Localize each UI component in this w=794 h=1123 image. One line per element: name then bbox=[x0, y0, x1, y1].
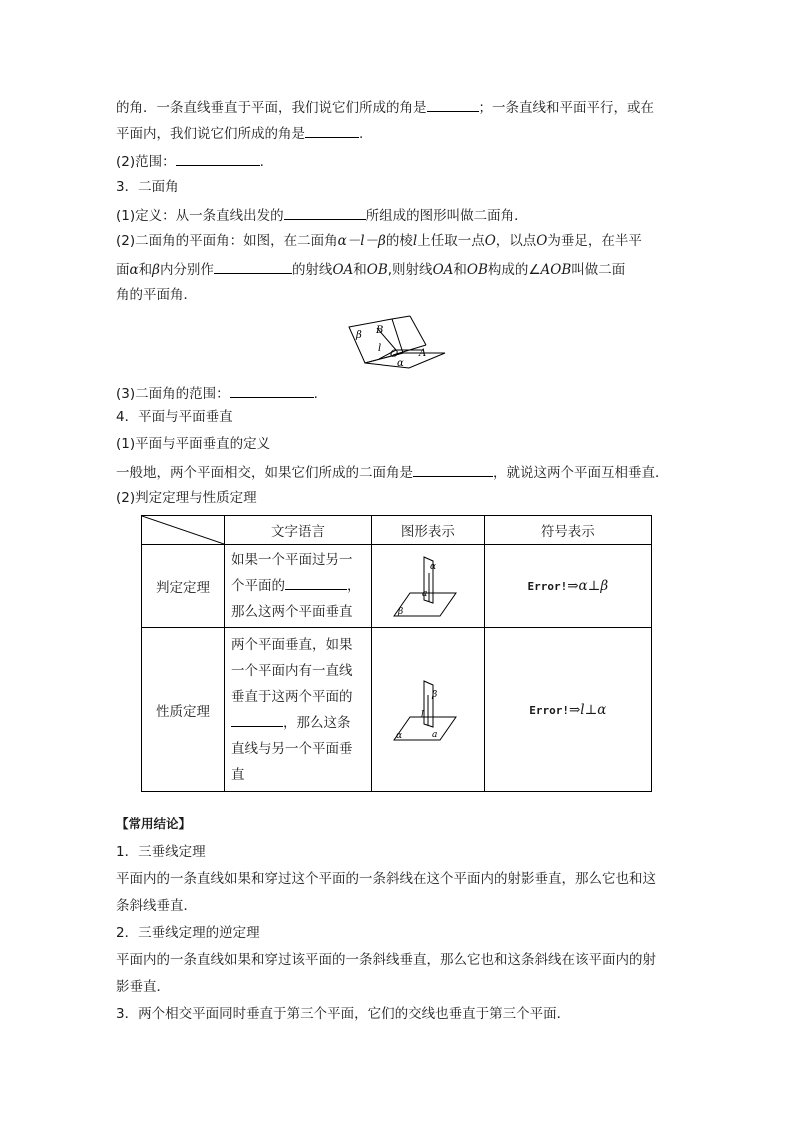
text: ，就说这两个平面互相垂直． bbox=[493, 465, 669, 481]
criterion-figure-cell bbox=[372, 545, 485, 628]
text: 所组成的图形叫做二面角． bbox=[365, 208, 528, 224]
text: 叫做二面 bbox=[571, 262, 626, 278]
para-line-2 bbox=[116, 122, 363, 144]
math-var: l bbox=[412, 233, 418, 249]
section-heading-3: 3．二面角 bbox=[116, 179, 179, 195]
criterion-symbol-cell bbox=[484, 545, 651, 628]
theorem-table bbox=[141, 515, 652, 792]
text: (1)定义：从一条直线出发的 bbox=[116, 208, 284, 224]
plane-angle-line-2 bbox=[116, 258, 625, 280]
text: 个平面的 bbox=[231, 578, 285, 594]
range-line-2 bbox=[116, 382, 318, 404]
text: 构成的∠ bbox=[487, 262, 541, 278]
math-var: OA bbox=[432, 262, 454, 278]
answer-blank[interactable] bbox=[230, 382, 314, 398]
text: ；一条直线和平面平行，或在 bbox=[478, 100, 654, 116]
header-symbol: 符号表示 bbox=[484, 516, 651, 545]
label-beta: β bbox=[431, 689, 438, 700]
conclusion-2-text-2: 影垂直． bbox=[116, 979, 170, 995]
math-var: β bbox=[152, 262, 160, 278]
label-beta: β bbox=[356, 330, 362, 341]
property-figure-cell bbox=[372, 628, 485, 792]
label-l: l bbox=[378, 343, 382, 354]
label-l: l bbox=[420, 709, 424, 720]
text: 的棱 bbox=[385, 233, 413, 249]
property-text-cell bbox=[225, 628, 372, 792]
label-alpha: α bbox=[395, 730, 402, 741]
range-line bbox=[116, 150, 264, 172]
text: ， bbox=[347, 578, 361, 594]
label-A: A bbox=[419, 348, 427, 359]
text: 两个平面垂直，如果 bbox=[231, 636, 353, 653]
text: 的角．一条直线垂直于平面，我们说它们所成的角是 bbox=[116, 100, 427, 116]
plane-alpha bbox=[365, 353, 445, 368]
row-label-property: 性质定理 bbox=[142, 628, 225, 792]
diagonal-line bbox=[142, 516, 224, 544]
para-line-1 bbox=[116, 96, 654, 118]
answer-blank[interactable] bbox=[176, 150, 260, 166]
conclusion-2-title: 2．三垂线定理的逆定理 bbox=[116, 925, 260, 941]
label-beta: β bbox=[397, 607, 404, 617]
row-label-criterion: 判定定理 bbox=[142, 545, 225, 628]
label-alpha: α bbox=[397, 358, 404, 369]
label-O: O bbox=[390, 349, 399, 360]
criterion-text-cell bbox=[225, 545, 372, 628]
text: 的射线 bbox=[291, 262, 333, 278]
text: 上任取一点 bbox=[417, 233, 485, 249]
math-var: OB bbox=[366, 262, 388, 278]
perpendicular-definition-line bbox=[116, 461, 669, 483]
conclusion-1-text-1: 平面内的一条直线如果和穿过这个平面的一条斜线在这个平面内的射影垂直，那么它也和这 bbox=[116, 871, 656, 887]
error-text: Error! bbox=[529, 703, 569, 717]
label-B: B bbox=[376, 325, 384, 336]
label-alpha: α bbox=[429, 562, 436, 572]
label-a: a bbox=[421, 589, 428, 599]
text: 和 bbox=[453, 262, 467, 278]
section-heading-4: 4．平面与平面垂直 bbox=[116, 409, 233, 425]
answer-blank[interactable] bbox=[231, 711, 283, 727]
math-var: α bbox=[129, 262, 139, 278]
math-var: O bbox=[536, 233, 548, 249]
answer-blank[interactable] bbox=[284, 204, 366, 220]
table-header-row bbox=[142, 516, 652, 545]
subheading-theorems: (2)判定定理与性质定理 bbox=[116, 490, 257, 506]
text: ,则射线 bbox=[387, 262, 433, 278]
math-expr: α－l－β bbox=[337, 233, 386, 249]
common-conclusions-heading: 【常用结论】 bbox=[116, 816, 192, 831]
text-with-blank bbox=[231, 710, 365, 736]
answer-blank[interactable] bbox=[214, 258, 292, 274]
conclusion-1-text-2: 条斜线垂直． bbox=[116, 898, 197, 914]
text: 直线与另一个平面垂 bbox=[231, 740, 353, 757]
subheading-definition: (1)平面与平面垂直的定义 bbox=[116, 436, 271, 452]
text: (2)二面角的平面角：如图，在二面角 bbox=[116, 233, 338, 249]
table-row bbox=[142, 628, 652, 792]
diagonal-header-cell bbox=[142, 516, 225, 545]
text: 为垂足，在半平 bbox=[547, 233, 642, 249]
text-with-blank bbox=[231, 573, 365, 599]
property-figure bbox=[388, 677, 468, 743]
text: 那么这两个平面垂直 bbox=[231, 604, 353, 620]
text: 和 bbox=[353, 262, 367, 278]
text: (3)二面角的范围： bbox=[116, 386, 230, 402]
text: 面 bbox=[116, 262, 130, 278]
text: 平面内，我们说它们所成的角是 bbox=[116, 126, 305, 142]
answer-blank[interactable] bbox=[305, 122, 359, 138]
text: 内分别作 bbox=[159, 262, 214, 278]
text: 垂直于这两个平面的 bbox=[231, 688, 353, 705]
symbol-expr: ⇒α⊥β bbox=[567, 578, 609, 594]
text: 和 bbox=[138, 262, 153, 278]
text: (2)范围： bbox=[116, 154, 176, 170]
error-text: Error! bbox=[527, 580, 568, 593]
header-text-language: 文字语言 bbox=[225, 516, 372, 545]
text: . bbox=[259, 154, 264, 170]
text: 一个平面内有一直线 bbox=[231, 662, 353, 679]
text: . bbox=[313, 386, 318, 402]
math-var: AOB bbox=[540, 262, 572, 278]
table-row bbox=[142, 545, 652, 628]
conclusion-1-title: 1．三垂线定理 bbox=[116, 844, 206, 860]
text: 如果一个平面过另一 bbox=[231, 552, 353, 568]
answer-blank[interactable] bbox=[285, 574, 347, 590]
text: ，以点 bbox=[495, 233, 537, 249]
conclusion-2-text-1: 平面内的一条直线如果和穿过该平面的一条斜线垂直，那么它也和这条斜线在该平面内的射 bbox=[116, 952, 656, 968]
text: . bbox=[359, 126, 364, 142]
text: 一般地，两个平面相交，如果它们所成的二面角是 bbox=[116, 465, 413, 481]
property-symbol-cell bbox=[484, 628, 651, 792]
label-a: a bbox=[431, 729, 438, 740]
plane-angle-line-3: 角的平面角． bbox=[116, 287, 197, 303]
math-var: OB bbox=[466, 262, 488, 278]
text: ，那么这条 bbox=[283, 714, 351, 731]
plane-angle-line-1 bbox=[116, 231, 642, 251]
text: 直 bbox=[231, 766, 245, 783]
criterion-figure bbox=[388, 553, 468, 619]
math-var: O bbox=[484, 233, 496, 249]
dihedral-angle-figure bbox=[343, 313, 449, 371]
definition-line bbox=[116, 204, 528, 226]
math-var: OA bbox=[332, 262, 354, 278]
answer-blank[interactable] bbox=[427, 96, 479, 112]
answer-blank[interactable] bbox=[413, 461, 493, 477]
header-figure: 图形表示 bbox=[372, 516, 485, 545]
conclusion-3: 3．两个相交平面同时垂直于第三个平面，它们的交线也垂直于第三个平面． bbox=[116, 1006, 571, 1022]
symbol-expr: ⇒l⊥α bbox=[568, 701, 607, 718]
